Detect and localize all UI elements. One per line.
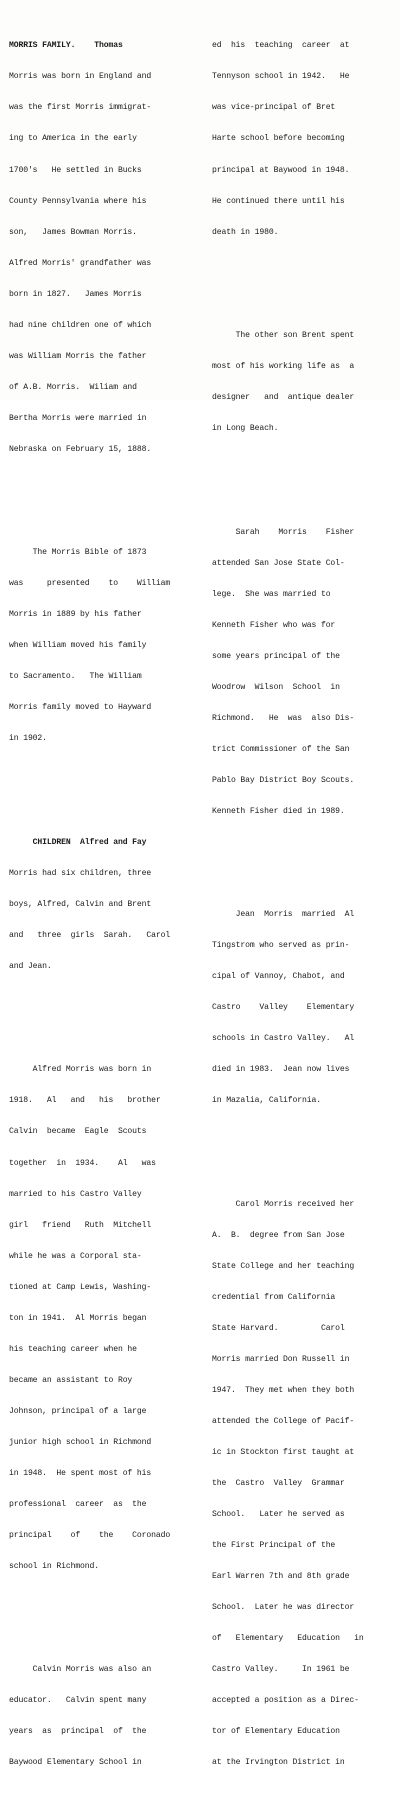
text-line: Carol Morris received her (212, 1199, 355, 1209)
paragraph-gap (212, 476, 397, 486)
text-line: born in 1827. James Morris (9, 289, 142, 299)
paragraph-gap (212, 279, 397, 289)
text-line: Kenneth Fisher who was for (212, 620, 336, 630)
text-line: some years principal of the (212, 651, 340, 661)
text-line: in Long Beach. (212, 424, 279, 434)
paragraph-carol (212, 1179, 397, 1789)
text-line: boys, Alfred, Calvin and Brent (9, 899, 152, 909)
text-line: girl friend Ruth Mitchell (9, 1220, 152, 1230)
text-line: and Jean. (9, 961, 52, 971)
text-line: in Mazalia, California. (212, 1096, 321, 1106)
text-line: School. Later he served as (212, 1510, 345, 1520)
text-line: Castro Valley Elementary (212, 1003, 355, 1013)
text-line: Nebraska on February 15, 1888. (9, 444, 152, 454)
text-line: educator. Calvin spent many (9, 1696, 147, 1706)
text-line: Calvin Morris was also an (9, 1665, 152, 1675)
paragraph-gap (9, 1014, 194, 1024)
text-line: County Pennsylvania where his (9, 196, 147, 206)
text-line: became an assistant to Roy (9, 1375, 133, 1385)
text-line: junior high school in Richmond (9, 1437, 152, 1447)
text-line: State College and her teaching (212, 1261, 355, 1271)
text-line: Alfred Morris was born in (9, 1065, 152, 1075)
text-line: designer and antique dealer (212, 393, 355, 403)
text-line: Tingstrom who served as prin- (212, 941, 350, 951)
text-line: tioned at Camp Lewis, Washing- (9, 1282, 152, 1292)
text-line: Morris family moved to Hayward (9, 703, 152, 713)
text-line: to Sacramento. The William (9, 672, 142, 682)
paragraph-gap (9, 1614, 194, 1624)
text-line: principal of the Coronado (9, 1530, 171, 1540)
text-line: Calvin became Eagle Scouts (9, 1127, 147, 1137)
text-line: at the Irvington District in (212, 1758, 345, 1768)
text-line: Alfred Morris' grandfather was (9, 258, 152, 268)
text-line: of Elementary Education in (212, 1634, 364, 1644)
text-line: Castro Valley. In 1961 be (212, 1665, 350, 1675)
paragraph-gap (212, 859, 397, 869)
text-line: Morris had six children, three (9, 868, 152, 878)
text-line: had nine children one of which (9, 320, 152, 330)
text-line: while he was a Corporal sta- (9, 1251, 142, 1261)
text-line: son, James Bowman Morris. (9, 227, 137, 237)
paragraph-calvin-morris (9, 1645, 194, 1790)
text-line: Johnson, principal of a large (9, 1406, 147, 1416)
text-line: school in Richmond. (9, 1561, 100, 1571)
text-line: 1918. Al and his brother (9, 1096, 161, 1106)
text-line: years as principal of the (9, 1727, 147, 1737)
paragraph-morris-bible (9, 528, 194, 766)
paragraph-brent (212, 310, 397, 455)
text-line: died in 1983. Jean now lives (212, 1065, 350, 1075)
text-line: cipal of Vannoy, Chabot, and (212, 972, 345, 982)
text-line: Pablo Bay District Boy Scouts. (212, 775, 355, 785)
text-line: 1947. They met when they both (212, 1386, 355, 1396)
text-line: accepted a position as a Direc- (212, 1696, 359, 1706)
text-line: Morris was born in England and (9, 72, 152, 82)
text-line: CHILDREN Alfred and Fay (9, 837, 147, 847)
text-line: the Castro Valley Grammar (212, 1479, 345, 1489)
text-line: Earl Warren 7th and 8th grade (212, 1572, 350, 1582)
text-line: was vice-principal of Bret (212, 103, 336, 113)
text-line: of A.B. Morris. Wiliam and (9, 382, 137, 392)
paragraph-gap (212, 1148, 397, 1158)
paragraph-gap (9, 497, 194, 507)
text-line: together in 1934. Al was (9, 1158, 156, 1168)
text-line: Sarah Morris Fisher (212, 527, 355, 537)
text-line: when William moved his family (9, 641, 147, 651)
text-line: Kenneth Fisher died in 1989. (212, 806, 345, 816)
text-line: and three girls Sarah. Carol (9, 930, 171, 940)
text-line: his teaching career when he (9, 1344, 137, 1354)
text-line: Bertha Morris were married in (9, 413, 147, 423)
text-line: most of his working life as a (212, 362, 355, 372)
text-line: Jean Morris married Al (212, 910, 355, 920)
text-line: ic in Stockton first taught at (212, 1448, 355, 1458)
text-line: Richmond. He was also Dis- (212, 713, 355, 723)
text-line: Harte school before becoming (212, 134, 345, 144)
text-line: lege. She was married to (212, 589, 331, 599)
text-line: schools in Castro Valley. Al (212, 1034, 355, 1044)
text-line: A. B. degree from San Jose (212, 1230, 345, 1240)
text-line: The Morris Bible of 1873 (9, 548, 147, 558)
paragraph-children (9, 817, 194, 993)
paragraph-morris-family (9, 21, 194, 476)
text-line: was William Morris the father (9, 351, 147, 361)
text-line: ton in 1941. Al Morris began (9, 1313, 147, 1323)
text-line: Woodrow Wilson School in (212, 682, 340, 692)
right-column (212, 0, 397, 1810)
text-line: in 1948. He spent most of his (9, 1468, 152, 1478)
text-line: trict Commissioner of the San (212, 744, 350, 754)
paragraph-gap (9, 786, 194, 796)
text-line: Morris in 1889 by his father (9, 610, 142, 620)
text-line: attended San Jose State Col- (212, 558, 345, 568)
text-line: in 1902. (9, 734, 47, 744)
paragraph-sarah (212, 507, 397, 838)
text-line: Tennyson school in 1942. He (212, 72, 350, 82)
text-line: was the first Morris immigrat- (9, 103, 152, 113)
paragraph-jean (212, 890, 397, 1128)
text-line: the First Principal of the (212, 1541, 336, 1551)
text-line: was presented to William (9, 579, 171, 589)
text-line: married to his Castro Valley (9, 1189, 142, 1199)
text-line: credential from California (212, 1292, 336, 1302)
text-line: death in 1980. (212, 227, 279, 237)
text-line: attended the College of Pacif- (212, 1417, 355, 1427)
text-line: ed his teaching career at (212, 41, 350, 51)
text-line: School. Later he was director (212, 1603, 355, 1613)
text-line: ing to America in the early (9, 134, 137, 144)
text-line: The other son Brent spent (212, 331, 355, 340)
text-line: professional career as the (9, 1499, 147, 1509)
paragraph-alfred-morris (9, 1045, 194, 1593)
text-line: Morris married Don Russell in (212, 1355, 350, 1365)
text-line: MORRIS FAMILY. Thomas (9, 41, 123, 51)
text-line: Baywood Elementary School in (9, 1758, 142, 1768)
text-line: He continued there until his (212, 196, 345, 206)
text-line: State Harvard. Carol (212, 1324, 345, 1333)
text-line: 1700's He settled in Bucks (9, 165, 142, 175)
paragraph-calvin-continued (212, 21, 397, 259)
text-line: tor of Elementary Education (212, 1727, 340, 1737)
left-column (9, 0, 194, 1810)
text-line: principal at Baywood in 1948. (212, 165, 350, 175)
